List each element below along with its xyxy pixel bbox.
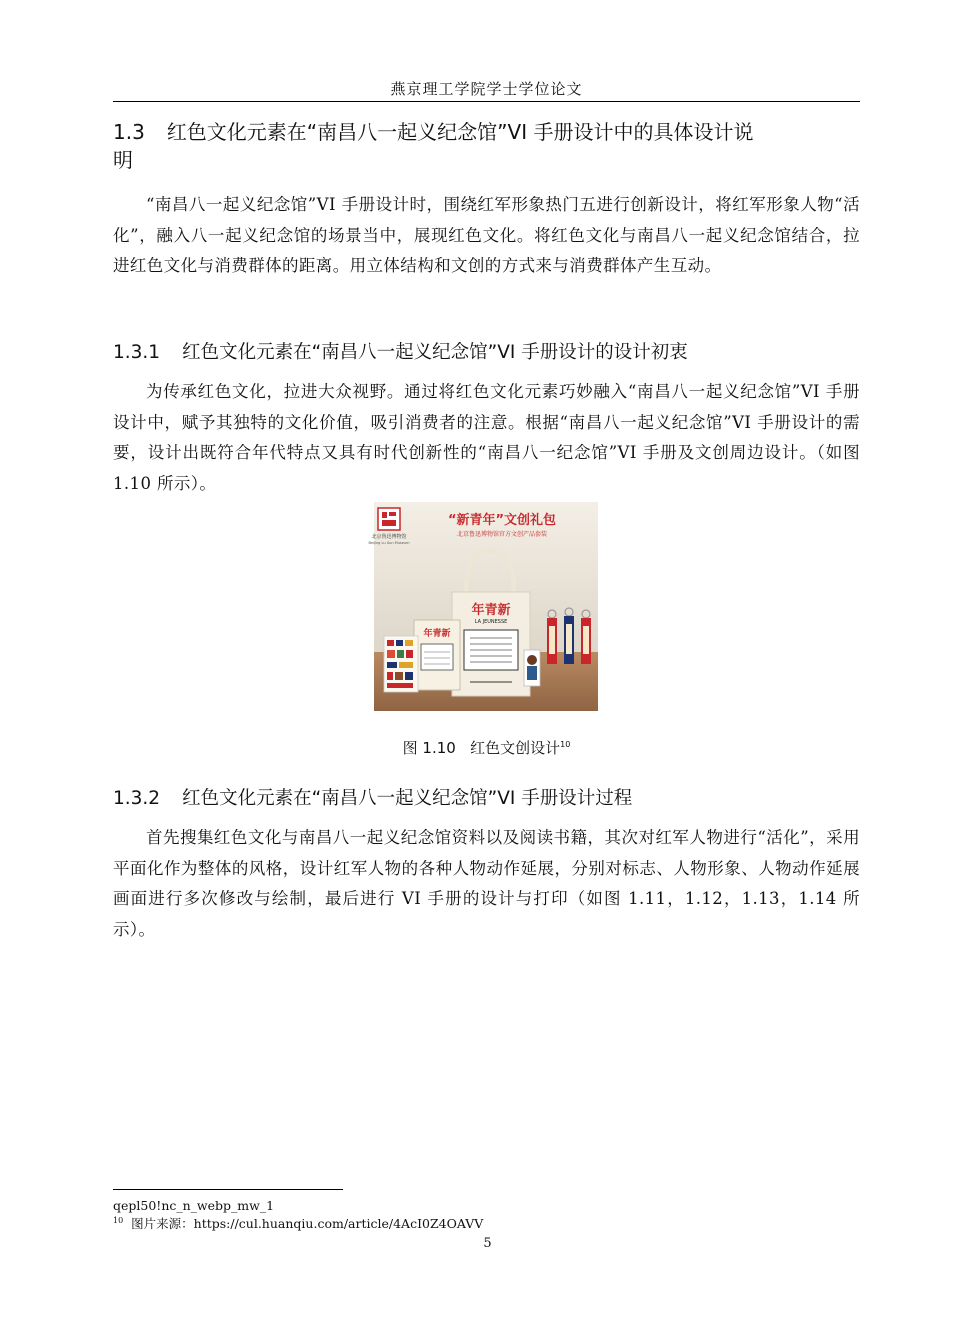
bag-title: 年青新: [471, 603, 511, 618]
subsection-1-number: 1.3.1: [113, 342, 161, 363]
banner-title: “新青年”文创礼包: [447, 513, 557, 528]
banner-subtitle: 北京鲁迅博物馆官方文创产品套装: [456, 531, 548, 538]
subsection-1-title: 红色文化元素在“南昌八一起义纪念馆”VI 手册设计的设计初衷: [182, 342, 688, 363]
running-header: 燕京理工学院学士学位论文: [390, 80, 583, 98]
footnote-rule: [113, 1189, 343, 1190]
subsection-2-title: 红色文化元素在“南昌八一起义纪念馆”VI 手册设计过程: [182, 788, 633, 809]
section-heading: [113, 118, 860, 174]
figure-caption-note: 10: [560, 740, 571, 749]
header-rule: [113, 101, 860, 102]
section-title-line1: 红色文化元素在“南昌八一起义纪念馆”VI 手册设计中的具体设计说: [166, 120, 754, 144]
subsection-2-paragraph: 首先搜集红色文化与南昌八一起义纪念馆资料以及阅读书籍，其次对红军人物进行“活化”，采用平面化作为整体的风格，设计红军人物的各种人物动作延展，分别对标志、人物形象、人物动作延展画面进行多次修改与绘制，最后进行 VI 手册的设计与打印（如图 1.11，1.12，1.13，1.14 所示）。: [113, 828, 860, 939]
footnote-number: 10: [113, 1215, 124, 1225]
figure-caption: [113, 737, 860, 758]
footnote-line-2: [113, 1214, 483, 1232]
subsection-2-heading: [113, 786, 860, 812]
section-intro-paragraph: “南昌八一起义纪念馆”VI 手册设计时，围绕红军形象热门五进行创新设计，将红军形象人物“活化”，融入八一起义纪念馆的场景当中，展现红色文化。将红色文化与南昌八一起义纪念馆结合，拉进红色文化与消费群体的距离。用立体结构和文创的方式来与消费群体产生互动。: [113, 195, 860, 275]
subsection-2-number: 1.3.2: [113, 788, 161, 809]
bag-subtitle: LA JEUNESSE: [474, 619, 508, 625]
page-number: 5: [483, 1236, 492, 1251]
bookmark-figurine: [524, 650, 540, 686]
logo-text: 北京鲁迅博物馆: [371, 534, 407, 540]
notebook: [414, 620, 460, 690]
footnote-source: 图片来源：https://cul.huanqiu.com/article/4AcI0Z4OAVV: [131, 1216, 484, 1231]
product-photo-illustration: [368, 502, 598, 711]
logo-text-en: Beijing Lu Xun Museum: [368, 541, 410, 545]
section-number: 1.3: [113, 120, 145, 144]
figure-red-cultural-creative-design: [368, 502, 598, 711]
book-title: 年青新: [423, 629, 451, 639]
subsection-1-heading: [113, 340, 860, 366]
section-title-line2: 明: [113, 148, 133, 172]
sticker-sheet: [384, 636, 418, 692]
subsection-1-paragraph: 为传承红色文化，拉进大众视野。通过将红色文化元素巧妙融入“南昌八一起义纪念馆”VI 手册设计中，赋予其独特的文化价值，吸引消费者的注意。根据“南昌八一起义纪念馆”VI 手册设计的需要，设计出既符合年代特点又具有时代创新性的“南昌八一纪念馆”VI 手册及文创周边设计。（如图 1.10 所示）。: [113, 382, 860, 493]
figure-caption-number: 图 1.10: [402, 739, 456, 757]
footnote-line-1: qepl50!nc_n_webp_mw_1: [113, 1198, 275, 1213]
figure-caption-text: 红色文创设计: [470, 739, 561, 757]
